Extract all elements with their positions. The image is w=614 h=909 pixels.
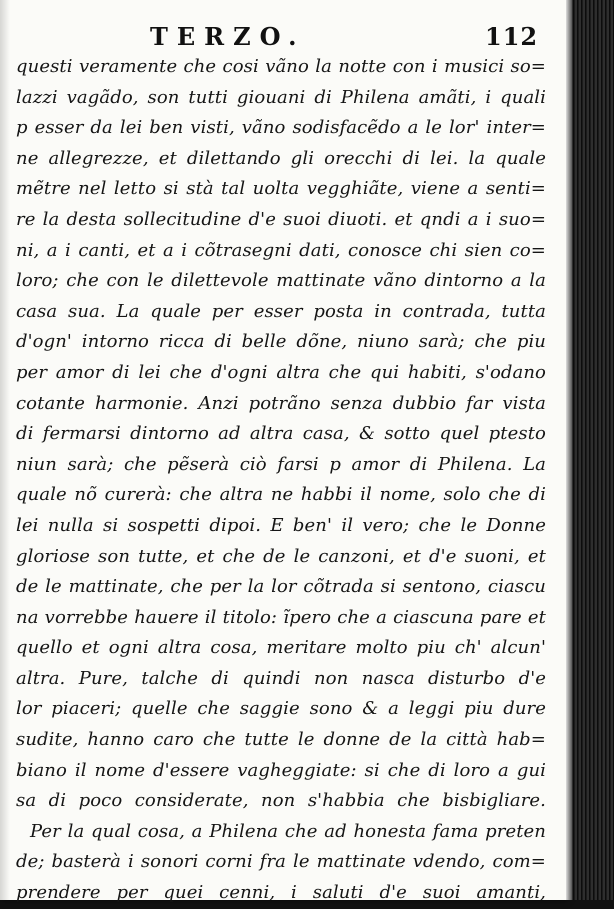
text-line: na vorrebbe hauere il titolo: ĩpero che a ciascuna pare et [16, 606, 546, 628]
text-line: loro; che con le dilettevole mattinate vãno dintorno a la [16, 270, 546, 292]
text-line: per amor di lei che d'ogni altra che qui habiti, s'odano [16, 361, 546, 383]
text-line: sa di poco considerate, non s'habbia che bisbigliare. [16, 790, 546, 812]
text-line: lazzi vagãdo, son tutti giouani di Philena amãti, i quali [16, 86, 546, 108]
page-number: 112 [485, 22, 539, 51]
gutter-shadow [0, 0, 10, 900]
text-line: de le mattinate, che per la lor cõtrada si sentono, ciascu [16, 576, 546, 598]
text-line: ne allegrezze, et dilettando gli orecchi di lei. la quale [16, 147, 546, 169]
body-text [16, 52, 566, 909]
text-line: re la desta sollecitudine d'e suoi diuoti. et qndi a i suo= [16, 208, 546, 230]
text-line: biano il nome d'essere vagheggiate: si che di loro a gui [16, 759, 546, 781]
text-line: di fermarsi dintorno ad altra casa, & sotto quel ptesto [16, 423, 546, 445]
text-line: quale nõ curerà: che altra ne habbi il nome, solo che di [16, 484, 546, 506]
text-line: sudite, hanno caro che tutte le donne de la città hab= [16, 729, 546, 751]
text-line: mẽtre nel letto si stà tal uolta vegghiãte, viene a senti= [16, 178, 546, 200]
text-line: gloriose son tutte, et che de le canzoni, et d'e suoni, et [16, 545, 546, 567]
page-edges [566, 0, 614, 900]
text-line: quello et ogni altra cosa, meritare molto piu ch' alcun' [16, 637, 546, 659]
text-line: lor piaceri; quelle che saggie sono & a leggi piu dure [16, 698, 546, 720]
text-line: cotante harmonie. Anzi potrãno senza dubbio far vista [16, 392, 546, 414]
text-line: altra. Pure, talche di quindi non nasca disturbo d'e [16, 667, 546, 689]
text-line: casa sua. La quale per esser posta in contrada, tutta [16, 300, 546, 322]
text-line: questi veramente che cosi vãno la notte con i musici so= [16, 56, 546, 77]
text-line: niun sarà; che pẽserà ciò farsi p amor di Philena. La [16, 453, 546, 475]
text-line: d'ogn' intorno ricca di belle dõne, niuno sarà; che piu [16, 331, 546, 353]
text-line: de; basterà i sonori corni fra le mattinate vdendo, com= [16, 851, 546, 873]
text-line: prendere per quei cenni, i saluti d'e suoi amanti, [16, 882, 546, 904]
text-line: p esser da lei ben visti, vãno sodisfacẽdo a le lor' inter= [16, 117, 546, 139]
running-head: TERZO. [150, 22, 306, 51]
text-line: ni, a i canti, et a i cõtrasegni dati, conosce chi sien co= [16, 239, 546, 261]
page-header [0, 22, 566, 52]
text-line: lei nulla si sospetti dipoi. E ben' il vero; che le Donne [16, 514, 546, 536]
text-line: Per la qual cosa, a Philena che ad honesta fama preten [30, 820, 546, 842]
